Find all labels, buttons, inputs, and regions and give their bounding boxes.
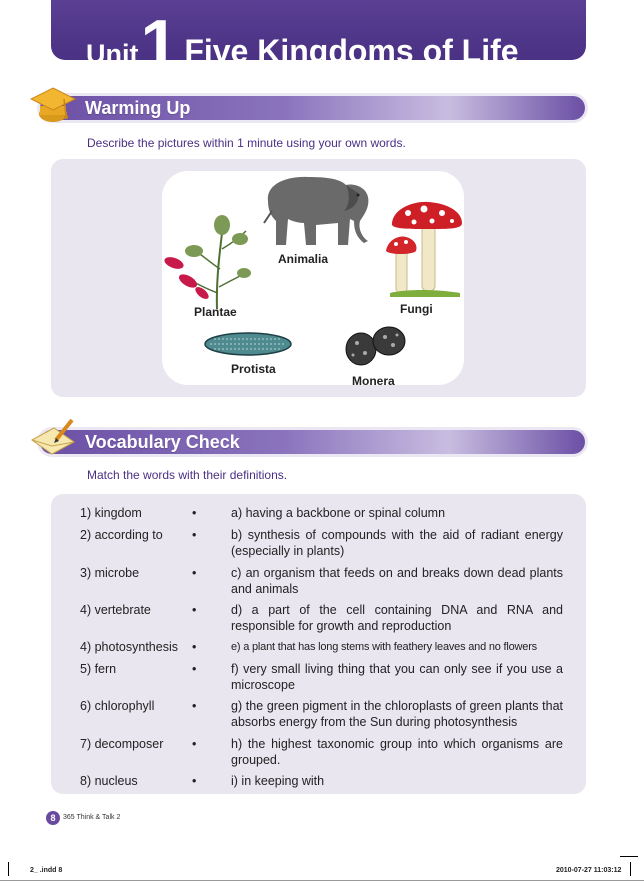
- warming-up-instruction: Describe the pictures within 1 minute using your own words.: [87, 136, 406, 150]
- crop-mark-top-right: [620, 856, 638, 857]
- vocab-word[interactable]: 3) microbe: [80, 566, 140, 580]
- unit-word: Unit: [86, 39, 139, 69]
- protista-image: [204, 331, 292, 357]
- label-protista: Protista: [231, 362, 276, 376]
- match-dot[interactable]: •: [192, 506, 197, 520]
- kingdoms-picture-box: [162, 171, 464, 385]
- vocab-word[interactable]: 6) chlorophyll: [80, 699, 155, 713]
- vocab-definition[interactable]: d) a part of the cell containing DNA and RNA and responsible for growth and reproduction: [231, 603, 563, 633]
- unit-number: 1: [140, 6, 179, 82]
- match-dot[interactable]: •: [192, 774, 197, 788]
- warming-up-header: [30, 94, 585, 121]
- vocab-definition[interactable]: c) an organism that feeds on and breaks down dead plants and animals: [231, 566, 563, 596]
- vocab-word[interactable]: 4) vertebrate: [80, 603, 151, 617]
- vocab-word[interactable]: 7) decomposer: [80, 737, 164, 751]
- print-timestamp: 2010-07-27 11:03:12: [556, 867, 622, 874]
- footer-divider: [0, 880, 644, 881]
- match-dot[interactable]: •: [192, 640, 197, 654]
- unit-title: [86, 6, 519, 82]
- vocab-definition[interactable]: g) the green pigment in the chloroplasts of green plants that absorbs energy from the Sun during photosynthesis: [231, 699, 563, 729]
- file-name: 2_ .indd 8: [30, 867, 63, 874]
- match-dot[interactable]: •: [192, 662, 197, 676]
- vocab-definition[interactable]: f) very small living thing that you can only see if you use a microscope: [231, 662, 563, 692]
- vocab-definition[interactable]: b) synthesis of compounds with the aid of radiant energy (especially in plants): [231, 528, 563, 558]
- vocab-definition[interactable]: e) a plant that has long stems with feathery leaves and no flowers: [231, 641, 537, 653]
- label-animalia: Animalia: [278, 252, 329, 266]
- vocab-word[interactable]: 1) kingdom: [80, 506, 142, 520]
- page-number-badge: 8: [46, 811, 60, 825]
- vocab-word[interactable]: 5) fern: [80, 662, 117, 676]
- plant-image: [162, 209, 252, 309]
- match-dot[interactable]: •: [192, 603, 197, 617]
- crop-mark-left: [8, 862, 9, 876]
- warming-up-title: Warming Up: [85, 98, 191, 118]
- elephant-image: [258, 171, 376, 249]
- book-title: 365 Think & Talk 2: [63, 814, 121, 821]
- vocab-title: Vocabulary Check: [85, 432, 240, 452]
- mushroom-image: [386, 201, 468, 301]
- vocab-word[interactable]: 4) photosynthesis: [80, 640, 178, 654]
- vocab-definition[interactable]: i) in keeping with: [231, 774, 325, 788]
- match-dot[interactable]: •: [192, 737, 197, 751]
- crop-mark-right: [630, 862, 631, 876]
- label-plantae: Plantae: [194, 305, 237, 319]
- match-dot[interactable]: •: [192, 528, 197, 542]
- envelope-pencil-icon: [30, 418, 76, 460]
- vocab-definition[interactable]: a) having a backbone or spinal column: [231, 506, 446, 520]
- label-fungi: Fungi: [400, 302, 433, 316]
- label-monera: Monera: [352, 374, 395, 388]
- vocab-header: [30, 428, 585, 455]
- vocab-instruction: Match the words with their definitions.: [87, 468, 288, 482]
- vocab-word[interactable]: 8) nucleus: [80, 774, 138, 788]
- match-dot[interactable]: •: [192, 566, 197, 580]
- match-dot[interactable]: •: [192, 699, 197, 713]
- vocab-definition[interactable]: h) the highest taxonomic group into which organisms are grouped.: [231, 737, 563, 767]
- graduation-cap-icon: [30, 84, 76, 126]
- monera-image: [345, 325, 407, 367]
- vocab-word[interactable]: 2) according to: [80, 528, 163, 542]
- unit-name: Five Kingdoms of Life: [184, 33, 519, 69]
